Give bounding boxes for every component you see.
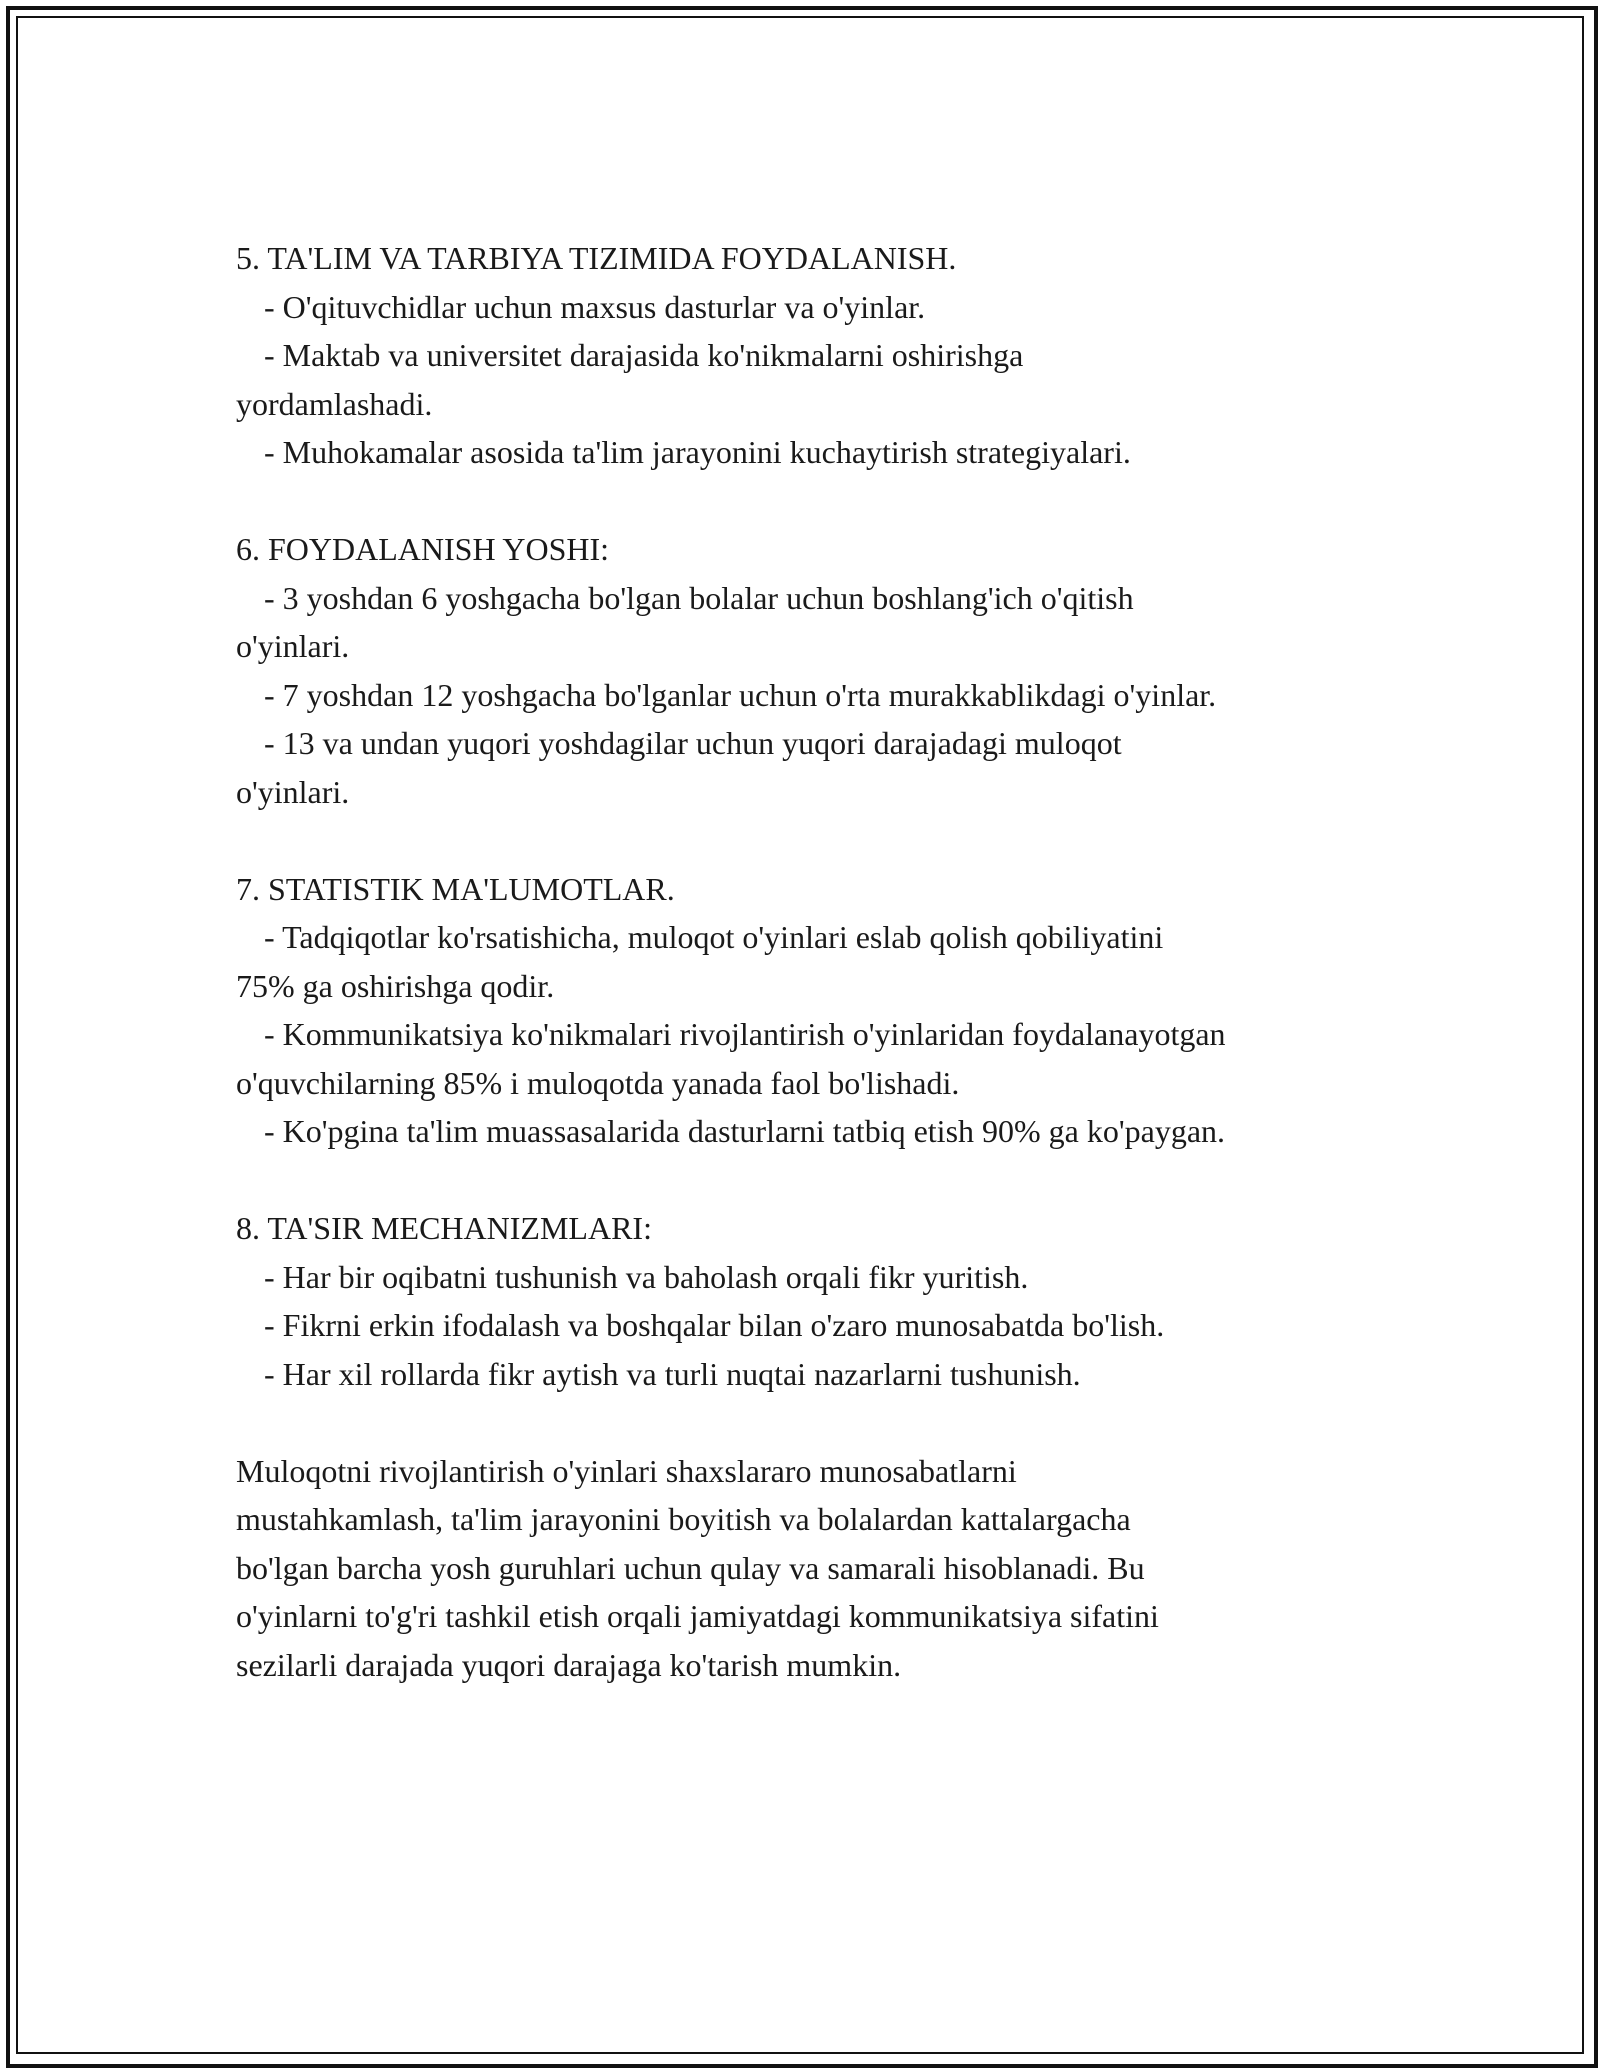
list-item: - 7 yoshdan 12 yoshgacha bo'lganlar uchun o'rta murakkablikdagi o'yinlar. xyxy=(264,676,1217,713)
list-item: - Ko'pgina ta'lim muassasalarida dasturlarni tatbiq etish 90% ga ko'paygan. xyxy=(264,1113,1226,1149)
list-item: - Har xil rollarda fikr aytish va turli nuqtai nazarlarni tushunish. xyxy=(264,1355,1081,1392)
section-heading: 5. TA'LIM VA TARBIYA TIZIMIDA FOYDALANISH. xyxy=(236,240,957,276)
section-education xyxy=(236,234,1436,477)
list-item-continuation: yordamlashadi. xyxy=(236,385,433,422)
section-impact-mechanisms xyxy=(236,1204,1436,1398)
list-item: - Maktab va universitet darajasida ko'nikmalarni oshirishga xyxy=(264,337,1024,373)
list-item: - Kommunikatsiya ko'nikmalari rivojlantirish o'yinlaridan foydalanayotgan xyxy=(264,1016,1226,1052)
list-item-continuation: o'quvchilarning 85% i muloqotda yanada faol bo'lishadi. xyxy=(236,1064,960,1101)
section-statistics xyxy=(236,865,1436,1156)
conclusion-line: Muloqotni rivojlantirish o'yinlari shaxslararo munosabatlarni xyxy=(236,1452,1017,1489)
conclusion-line: o'yinlarni to'g'ri tashkil etish orqali jamiyatdagi kommunikatsiya sifatini xyxy=(236,1598,1159,1634)
section-heading: 8. TA'SIR MECHANIZMLARI: xyxy=(236,1210,652,1246)
conclusion-line: mustahkamlash, ta'lim jarayonini boyitish va bolalardan kattalargacha xyxy=(236,1501,1131,1537)
list-item: - Tadqiqotlar ko'rsatishicha, muloqot o'yinlari eslab qolish qobiliyatini xyxy=(264,919,1164,955)
document-body xyxy=(236,234,1436,1738)
conclusion-line: bo'lgan barcha yosh guruhlari uchun qulay va samarali hisoblanadi. Bu xyxy=(236,1549,1145,1586)
list-item: - Muhokamalar asosida ta'lim jarayonini kuchaytirish strategiyalari. xyxy=(264,434,1131,470)
list-item-continuation: o'yinlari. xyxy=(236,628,350,664)
conclusion-line: sezilarli darajada yuqori darajaga ko'tarish mumkin. xyxy=(236,1646,902,1683)
list-item: - 13 va undan yuqori yoshdagilar uchun yuqori darajadagi muloqot xyxy=(264,725,1122,761)
section-heading: 7. STATISTIK MA'LUMOTLAR. xyxy=(236,870,675,907)
section-usage-age xyxy=(236,525,1436,816)
list-item: - O'qituvchidlar uchun maxsus dasturlar va o'yinlar. xyxy=(264,288,926,325)
list-item: - Har bir oqibatni tushunish va baholash orqali fikr yuritish. xyxy=(264,1258,1029,1295)
list-item-continuation: o'yinlari. xyxy=(236,773,350,810)
conclusion-paragraph xyxy=(236,1447,1436,1690)
list-item: - 3 yoshdan 6 yoshgacha bo'lgan bolalar uchun boshlang'ich o'qitish xyxy=(264,579,1134,616)
section-heading: 6. FOYDALANISH YOSHI: xyxy=(236,531,610,567)
list-item: - Fikrni erkin ifodalash va boshqalar bilan o'zaro munosabatda bo'lish. xyxy=(264,1307,1165,1343)
list-item-continuation: 75% ga oshirishga qodir. xyxy=(236,967,555,1004)
